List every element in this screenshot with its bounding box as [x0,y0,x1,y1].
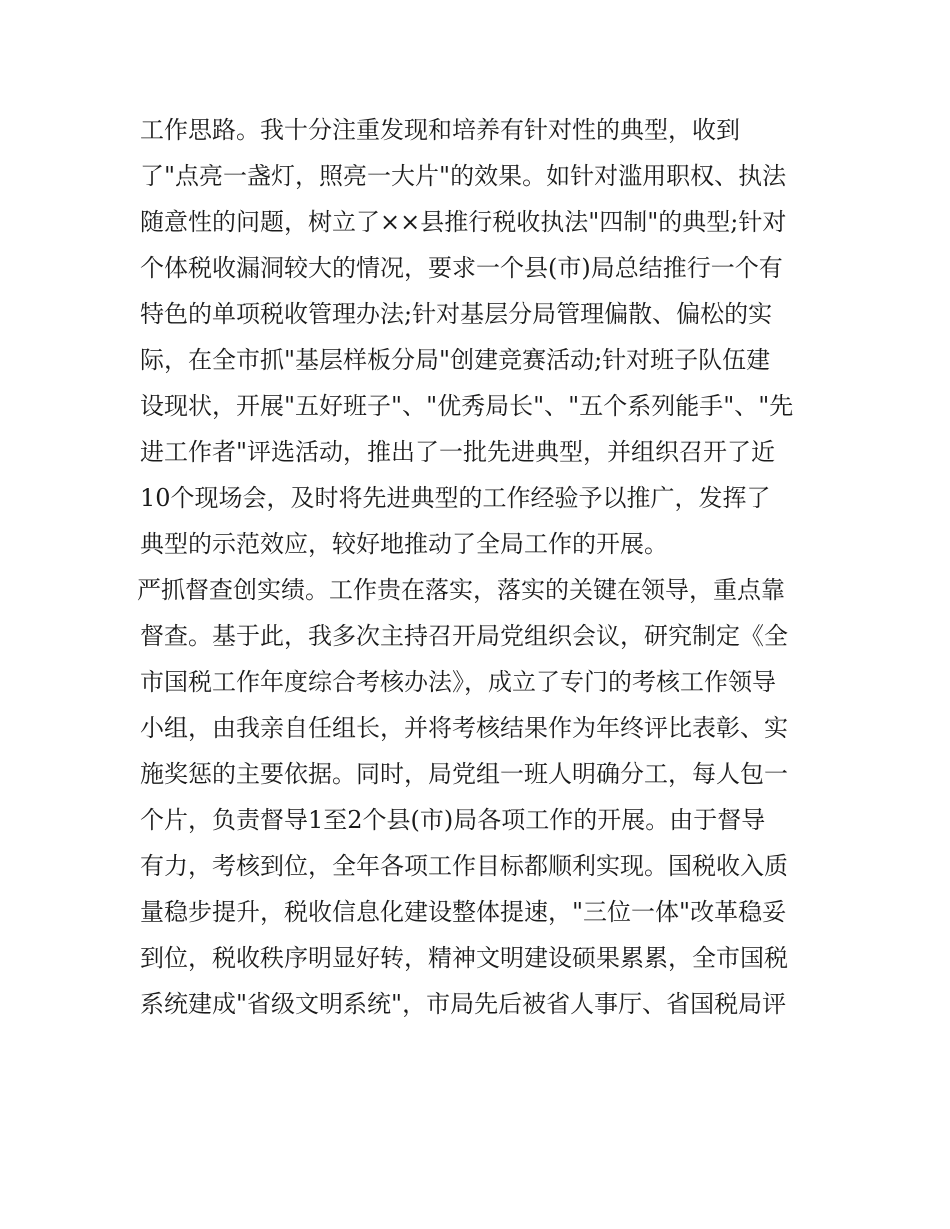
text-line: 特色的单项税收管理办法;针对基层分局管理偏散、偏松的实 [140,300,773,328]
text-line: 工作思路。我十分注重发现和培养有针对性的典型，收到 [140,116,740,144]
text-line: 督查。基于此，我多次主持召开局党组织会议，研究制定《全 [140,622,788,650]
text-line: 市国税工作年度综合考核办法》，成立了专门的考核工作领导 [140,668,776,696]
text-line: 量稳步提升，税收信息化建设整体提速，"三位一体"改革稳妥 [140,898,787,926]
paragraph-heading-line: 严抓督查创实绩。工作贵在落实，落实的关键在领导，重点靠 [137,576,785,604]
text-line: 随意性的问题，树立了××县推行税收执法"四制"的典型;针对 [140,208,787,236]
text-line: 到位，税收秩序明显好转，精神文明建设硕果累累，全市国税 [140,944,788,972]
text-line: 个体税收漏洞较大的情况，要求一个县(市)局总结推行一个有 [140,254,783,282]
text-line: 小组，由我亲自任组长，并将考核结果作为年终评比表彰、实 [140,714,788,742]
text-line: 进工作者"评选活动，推出了一批先进典型，并组织召开了近 [140,438,776,466]
text-line: 典型的示范效应，较好地推动了全局工作的开展。 [140,530,668,558]
text-line: 个片，负责督导1至2个县(市)局各项工作的开展。由于督导 [140,806,766,834]
text-line: 有力，考核到位，全年各项工作目标都顺利实现。国税收入质 [140,852,788,880]
text-line: 了"点亮一盏灯，照亮一大片"的效果。如针对滥用职权、执法 [140,162,787,190]
text-line: 设现状，开展"五好班子"、"优秀局长"、"五个系列能手"、"先 [140,392,794,420]
text-line: 系统建成"省级文明系统"，市局先后被省人事厅、省国税局评 [140,990,787,1018]
body-text [137,107,830,1027]
text-line: 10个现场会，及时将先进典型的工作经验予以推广，发挥了 [140,484,771,512]
text-line: 施奖惩的主要依据。同时，局党组一班人明确分工，每人包一 [140,760,788,788]
text-line: 际，在全市抓"基层样板分局"创建竞赛活动;针对班子队伍建 [140,346,771,374]
